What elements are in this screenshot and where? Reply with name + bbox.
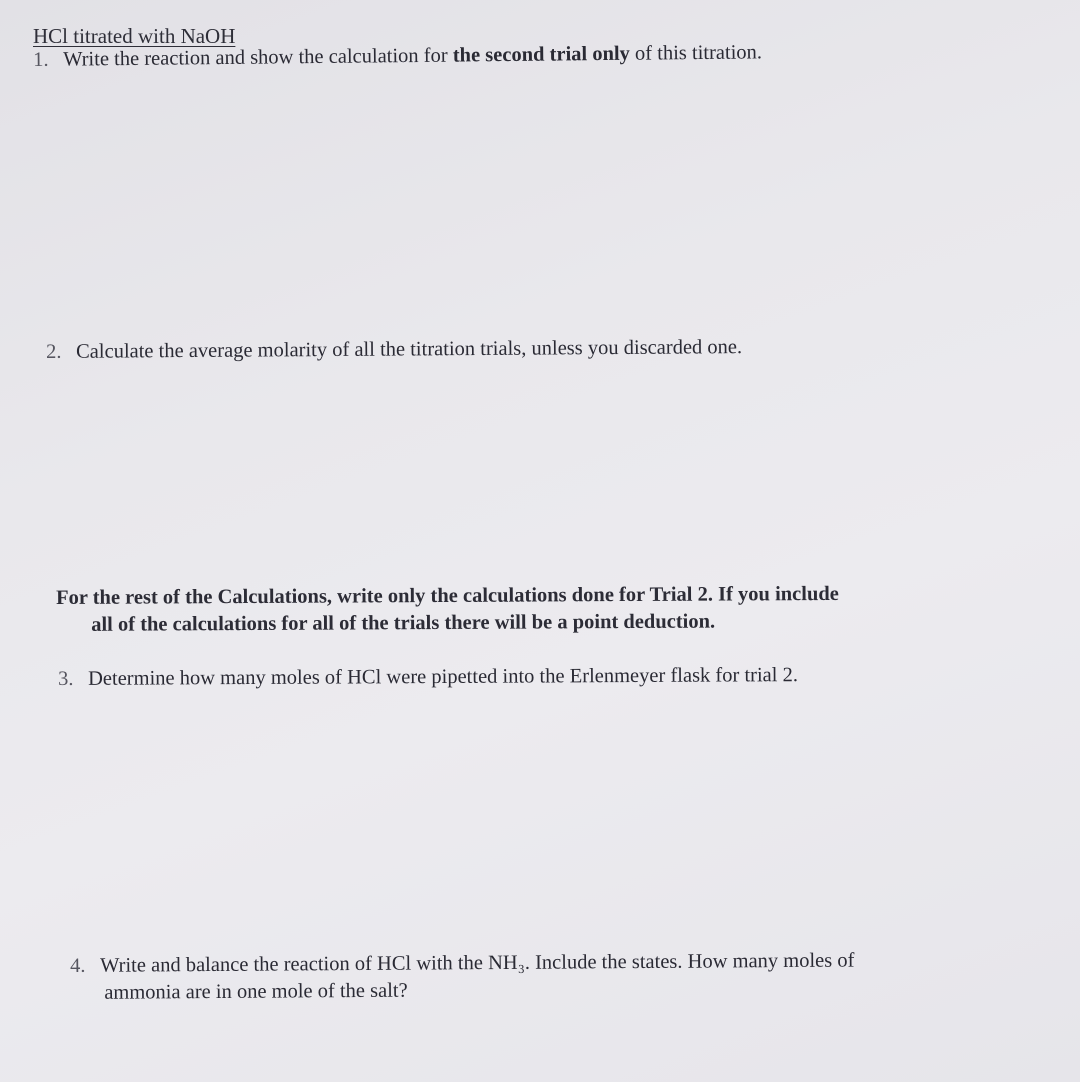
question-number: 3. (58, 667, 74, 690)
note-line-2: all of the calculations for all of the trials there will be a point deduction. (91, 610, 716, 636)
question-number: 4. (70, 954, 86, 977)
note-line-1: For the rest of the Calculations, write only the calculations done for Trial 2. If you include (56, 582, 839, 609)
question-text-continued: ammonia are in one mole of the salt? (104, 979, 408, 1004)
question-4 (70, 948, 855, 1007)
question-emphasis: the second trial only (452, 42, 630, 67)
question-text: Write the reaction and show the calculation for (63, 44, 453, 71)
instructions-note (56, 581, 839, 639)
question-3 (58, 662, 798, 693)
question-number: 2. (46, 340, 62, 363)
question-text: Calculate the average molarity of all the titration trials, unless you discarded one. (76, 336, 743, 363)
question-text-end: of this titration. (629, 41, 763, 65)
worksheet-title: HCl titrated with NaOH (33, 24, 236, 48)
question-2 (46, 334, 742, 366)
question-number: 1. (33, 48, 49, 71)
question-text: Determine how many moles of HCl were pipetted into the Erlenmeyer flask for trial 2. (88, 664, 799, 690)
question-text: Write and balance the reaction of HCl with the NH₃. Include the states. How many moles of (100, 949, 855, 977)
